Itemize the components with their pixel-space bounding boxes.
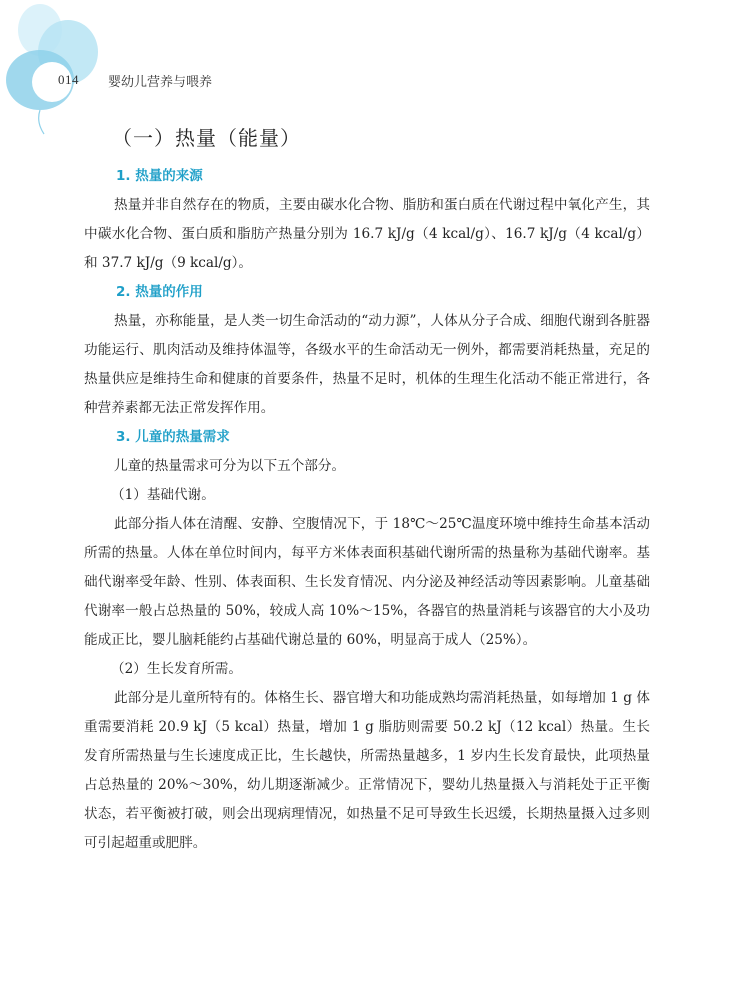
- paragraph-basal-metabolism: 此部分指人体在清醒、安静、空腹情况下，于 18℃～25℃温度环境中维持生命基本活动所需的热量。人体在单位时间内，每平方米体表面积基础代谢所需的热量称为基础代谢率。基础代谢率受年龄、性别、体表面积、生长发育情况、内分泌及神经活动等因素影响。儿童基础代谢率一般占总热量的 50%，较成人高 10%～15%，各器官的热量消耗与该器官的大小及功能成正比，婴儿脑耗能约占基础代谢总量的 60%，明显高于成人（25%）。: [84, 516, 650, 648]
- subheading-heat-source: 1. 热量的来源: [116, 168, 203, 184]
- paragraph-needs-intro: 儿童的热量需求可分为以下五个部分。: [114, 458, 346, 474]
- paragraph-growth: 此部分是儿童所特有的。体格生长、器官增大和功能成熟均需消耗热量，如每增加 1 g 体重需要消耗 20.9 kJ（5 kcal）热量，增加 1 g 脂肪则需要 50.2 kJ（12 kcal）热量。生长发育所需热量与生长速度成正比，生长越快，所需热量越多，1 岁内生长发育最快，此项热量占总热量的 20%～30%，幼儿期逐渐减少。正常情况下，婴幼儿热量摄入与消耗处于正平衡状态，若平衡被打破，则会出现病理情况，如热量不足可导致生长迟缓，长期热量摄入过多则可引起超重或肥胖。: [84, 690, 650, 851]
- item-basal-metabolism-label: （1）基础代谢。: [111, 487, 215, 503]
- balloon-icon: [0, 0, 140, 140]
- subheading-children-needs: 3. 儿童的热量需求: [116, 429, 230, 445]
- balloon-string: [39, 110, 44, 134]
- page-body: [84, 162, 650, 858]
- paragraph-heat-function: 热量，亦称能量，是人类一切生命活动的“动力源”，人体从分子合成、细胞代谢到各脏器功能运行、肌肉活动及维持体温等，各级水平的生命活动无一例外，都需要消耗热量，充足的热量供应是维持生命和健康的首要条件，热量不足时，机体的生理生化活动不能正常进行，各种营养素都无法正常发挥作用。: [84, 313, 650, 416]
- book-title: 婴幼儿营养与喂养: [108, 75, 213, 90]
- page-number: 014: [58, 72, 79, 87]
- item-growth-label: （2）生长发育所需。: [111, 661, 242, 677]
- subheading-heat-function: 2. 热量的作用: [116, 284, 203, 300]
- section-heading: （一）热量（能量）: [112, 126, 301, 150]
- paragraph-heat-source: 热量并非自然存在的物质，主要由碳水化合物、脂肪和蛋白质在代谢过程中氧化产生，其中碳水化合物、蛋白质和脂肪产热量分别为 16.7 kJ/g（4 kcal/g）、16.7 kJ/g（4 kcal/g）和 37.7 kJ/g（9 kcal/g）。: [84, 197, 650, 271]
